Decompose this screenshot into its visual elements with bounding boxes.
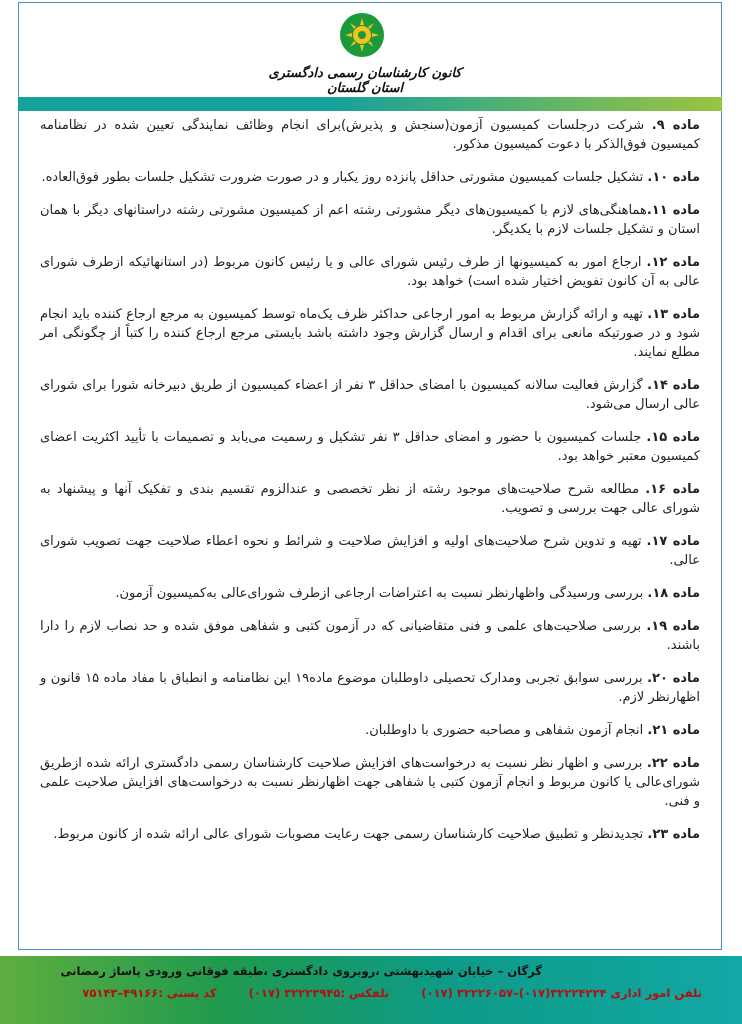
article-19 — [40, 617, 700, 655]
footer-contacts — [54, 986, 702, 1000]
footer-fax: تلفکس :۳۲۲۲۳۹۴۵ (۰۱۷) — [248, 986, 390, 1000]
article-13 — [40, 305, 700, 362]
article-title: ماده ۱۷. — [646, 534, 700, 549]
article-20 — [40, 669, 700, 707]
article-17 — [40, 532, 700, 570]
article-text: بررسی و اظهار نظر نسبت به درخواست‌های افزایش صلاحیت کارشناسان رسمی دادگستری ارائه شده ازطریق شورای‌عالی یا کانون مربوط و انجام آزمون کتبی یا شفاهی جهت اظهارنظر نسبت به درخواست‌های افزایش صلاحیت علمی و فنی. — [40, 756, 700, 809]
article-12 — [40, 253, 700, 291]
article-text: تهیه و تدوین شرح صلاحیت‌های اولیه و افزایش صلاحیت و شرائط و نحوه اعطاء صلاحیت جهت تصویب شورای عالی. — [40, 534, 700, 568]
article-title: ماده ۲۰. — [647, 671, 700, 686]
article-text: هماهنگی‌های لازم با کمیسیون‌های دیگر مشورتی رشته اعم از کمیسیون مشورتی رشته دراستانهای دیگر با همان استان و تشکیل جلسات لازم با یکدیگر. — [40, 203, 700, 237]
article-text: ارجاع امور به کمیسیونها از طرف رئیس شورای عالی و یا رئیس کانون مربوط (در استانهائیکه ازطرف شورای عالی به آن کانون تفویض اختیار شده است) خواهد بود. — [40, 255, 700, 289]
article-text: بررسی سوابق تجربی ومدارک تحصیلی داوطلبان موضوع ماده۱۹ این نظامنامه و انطباق با مفاد ماده ۱۵ قانون و اظهارنظر لازم. — [40, 671, 700, 705]
footer-phone: تلفن امور اداری ۳۲۲۲۴۲۲۴(۰۱۷)–۳۲۲۲۶۰۵۷ (۰۱۷) — [421, 986, 702, 1000]
article-title: ماده ۱۵. — [646, 430, 700, 445]
article-text: تجدیدنظر و تطبیق صلاحیت کارشناسان رسمی جهت رعایت مصوبات شورای عالی ارائه شده از کانون مربوط. — [53, 827, 648, 842]
articles-list — [40, 116, 700, 858]
article-title: ماده ۲۱. — [647, 723, 700, 738]
article-9 — [40, 116, 700, 154]
article-14 — [40, 376, 700, 414]
article-22 — [40, 754, 700, 811]
article-text: مطالعه شرح صلاحیت‌های موجود رشته از نظر تخصصی و عندالزوم تقسیم بندی و تفکیک آنها و پیشنهاد به شورای عالی جهت بررسی و تصویب. — [40, 482, 700, 516]
article-title: ماده ۱۴. — [647, 378, 700, 393]
article-title: ماده ۲۳. — [647, 827, 700, 842]
article-text: بررسی ورسیدگی واظهارنظر نسبت به اعتراضات ارجاعی ازطرف شورای‌عالی به‌کمیسیون آزمون. — [115, 586, 648, 601]
article-title: ماده ۱۹. — [646, 619, 700, 634]
article-15 — [40, 428, 700, 466]
article-title: ماده ۱۳. — [647, 307, 700, 322]
article-23 — [40, 825, 700, 844]
article-text: انجام آزمون شفاهی و مصاحبه حضوری با داوطلبان. — [365, 723, 648, 738]
article-text: گزارش فعالیت سالانه کمیسیون با امضای حداقل ۳ نفر از اعضاء کمیسیون از طریق دبیرخانه شورا برای شورای عالی ارسال می‌شود. — [40, 378, 700, 412]
article-text: جلسات کمیسیون با حضور و امضای حداقل ۳ نفر تشکیل و رسمیت می‌یابد و تصمیمات با تأیید اکثریت اعضای کمیسیون معتبر خواهد بود. — [40, 430, 700, 464]
article-title: ماده ۱۰. — [647, 170, 700, 185]
article-title: ماده ۱۱. — [646, 203, 700, 218]
article-title: ماده ۲۲. — [646, 756, 700, 771]
article-text: تهیه و ارائه گزارش مربوط به امور ارجاعی حداکثر ظرف یک‌ماه توسط کمیسیون به مرجع ارجاع کننده باید انجام شود و در صورتیکه مانعی برای اقدام و ارسال گزارش وجود داشته باشد بایستی مرجع ارجاع کننده را کتباً از چگونگی امر مطلع نمایند. — [40, 307, 700, 360]
article-text: شرکت درجلسات کمیسیون آزمون(سنجش و پذیرش)برای انجام وظائف نمایندگی تعیین شده در نظامنامه کمیسیون فوق‌الذکر با دعوت کمیسیون مذکور. — [40, 118, 700, 152]
article-title: ماده ۱۶. — [645, 482, 700, 497]
article-title: ماده ۱۲. — [646, 255, 700, 270]
article-title: ماده ۱۸. — [647, 586, 700, 601]
sun-emblem-icon — [339, 12, 385, 58]
footer-address: گرگان – خیابان شهیدبهشتی ،روبروی دادگستری ،طبقه فوقانی ورودی پاساژ رمضانی — [60, 964, 542, 978]
article-18 — [40, 584, 700, 603]
article-11 — [40, 201, 700, 239]
footer-bar — [0, 956, 742, 1024]
organization-name: کانون کارشناسان رسمی دادگستری استان گلستان — [268, 66, 462, 96]
header-color-bar — [18, 97, 722, 111]
article-text: تشکیل جلسات کمیسیون مشورتی حداقل پانزده روز یکبار و در صورت ضرورت تشکیل جلسات بطور فوق‌العاده. — [41, 170, 648, 185]
article-text: بررسی صلاحیت‌های علمی و فنی متقاضیانی که در آزمون کتبی و شفاهی موفق شده و حد نصاب لازم را دارا باشند. — [40, 619, 700, 653]
footer-postal-code: کد پستی :۴۹۱۶۶–۷۵۱۴۳ — [82, 986, 217, 1000]
article-16 — [40, 480, 700, 518]
article-title: ماده ۹. — [651, 118, 700, 133]
article-21 — [40, 721, 700, 740]
article-10 — [40, 168, 700, 187]
